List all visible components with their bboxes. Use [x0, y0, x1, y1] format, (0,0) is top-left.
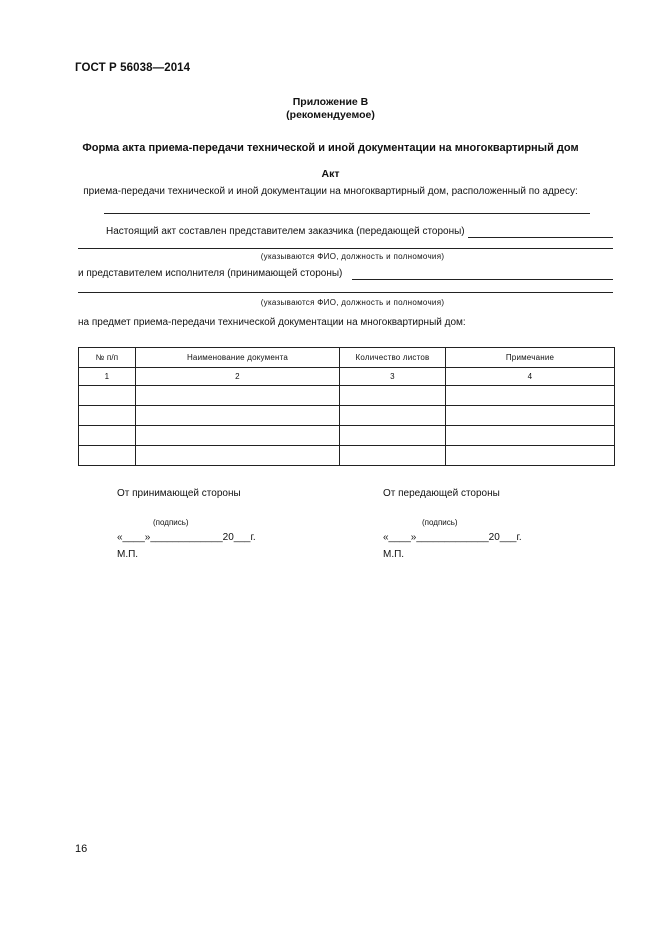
table-cell[interactable]: [446, 446, 615, 466]
transferring-stamp-label: М.П.: [383, 549, 405, 560]
table-row: [79, 446, 615, 466]
transferring-date-field[interactable]: «____»_____________20___г.: [383, 532, 522, 543]
column-header-sheet-count: Количество листов: [340, 348, 446, 368]
table-cell[interactable]: [446, 426, 615, 446]
table-header-row: [79, 348, 615, 368]
contractor-representative-text: и представителем исполнителя (принимающей стороны): [78, 268, 343, 279]
table-row: [79, 406, 615, 426]
act-title: Акт: [321, 168, 340, 180]
receiving-side-label: От принимающей стороны: [117, 488, 241, 499]
table-cell[interactable]: [446, 406, 615, 426]
table-cell[interactable]: [340, 406, 446, 426]
receiving-signature-caption: (подпись): [153, 518, 189, 527]
table-cell[interactable]: [340, 386, 446, 406]
table-row: [79, 426, 615, 446]
table-cell[interactable]: [79, 386, 136, 406]
column-number-4: 4: [446, 368, 615, 386]
subject-text: на предмет приема-передачи технической документации на многоквартирный дом:: [78, 317, 466, 328]
column-number-3: 3: [340, 368, 446, 386]
customer-representative-text: Настоящий акт составлен представителем заказчика (передающей стороны): [106, 226, 465, 237]
document-standard-header: ГОСТ Р 56038—2014: [75, 62, 191, 74]
table-cell[interactable]: [340, 446, 446, 466]
column-header-note: Примечание: [446, 348, 615, 368]
table-cell[interactable]: [79, 426, 136, 446]
annex-title: Приложение В: [292, 96, 369, 108]
transferring-signature-caption: (подпись): [422, 518, 458, 527]
customer-details-caption: (указываются ФИО, должность и полномочия): [260, 252, 445, 261]
contractor-details-caption: (указываются ФИО, должность и полномочия): [260, 298, 445, 307]
column-header-document-name: Наименование документа: [136, 348, 340, 368]
table-cell[interactable]: [136, 426, 340, 446]
page-number: 16: [75, 843, 88, 855]
customer-details-field-line[interactable]: [78, 248, 613, 249]
receiving-stamp-label: М.П.: [117, 549, 139, 560]
table-cell[interactable]: [136, 406, 340, 426]
documents-table: [78, 347, 615, 466]
table-numbering-row: [79, 368, 615, 386]
contractor-details-field-line[interactable]: [78, 292, 613, 293]
annex-subtitle: (рекомендуемое): [286, 109, 375, 121]
table-cell[interactable]: [136, 386, 340, 406]
address-field-line[interactable]: [104, 213, 590, 214]
receiving-date-field[interactable]: «____»_____________20___г.: [117, 532, 256, 543]
table-cell[interactable]: [79, 446, 136, 466]
transferring-side-label: От передающей стороны: [383, 488, 500, 499]
column-number-2: 2: [136, 368, 340, 386]
table-cell[interactable]: [136, 446, 340, 466]
contractor-representative-field-line[interactable]: [352, 279, 613, 280]
table-cell[interactable]: [446, 386, 615, 406]
column-number-1: 1: [79, 368, 136, 386]
table-cell[interactable]: [79, 406, 136, 426]
act-subtitle: приема-передачи технической и иной документации на многоквартирный дом, расположенный по адресу:: [83, 186, 578, 197]
table-row: [79, 386, 615, 406]
form-title: Форма акта приема-передачи технической и иной документации на многоквартирный дом: [82, 142, 579, 154]
table-cell[interactable]: [340, 426, 446, 446]
customer-representative-field-line[interactable]: [468, 237, 613, 238]
column-header-number: № п/п: [79, 348, 136, 368]
